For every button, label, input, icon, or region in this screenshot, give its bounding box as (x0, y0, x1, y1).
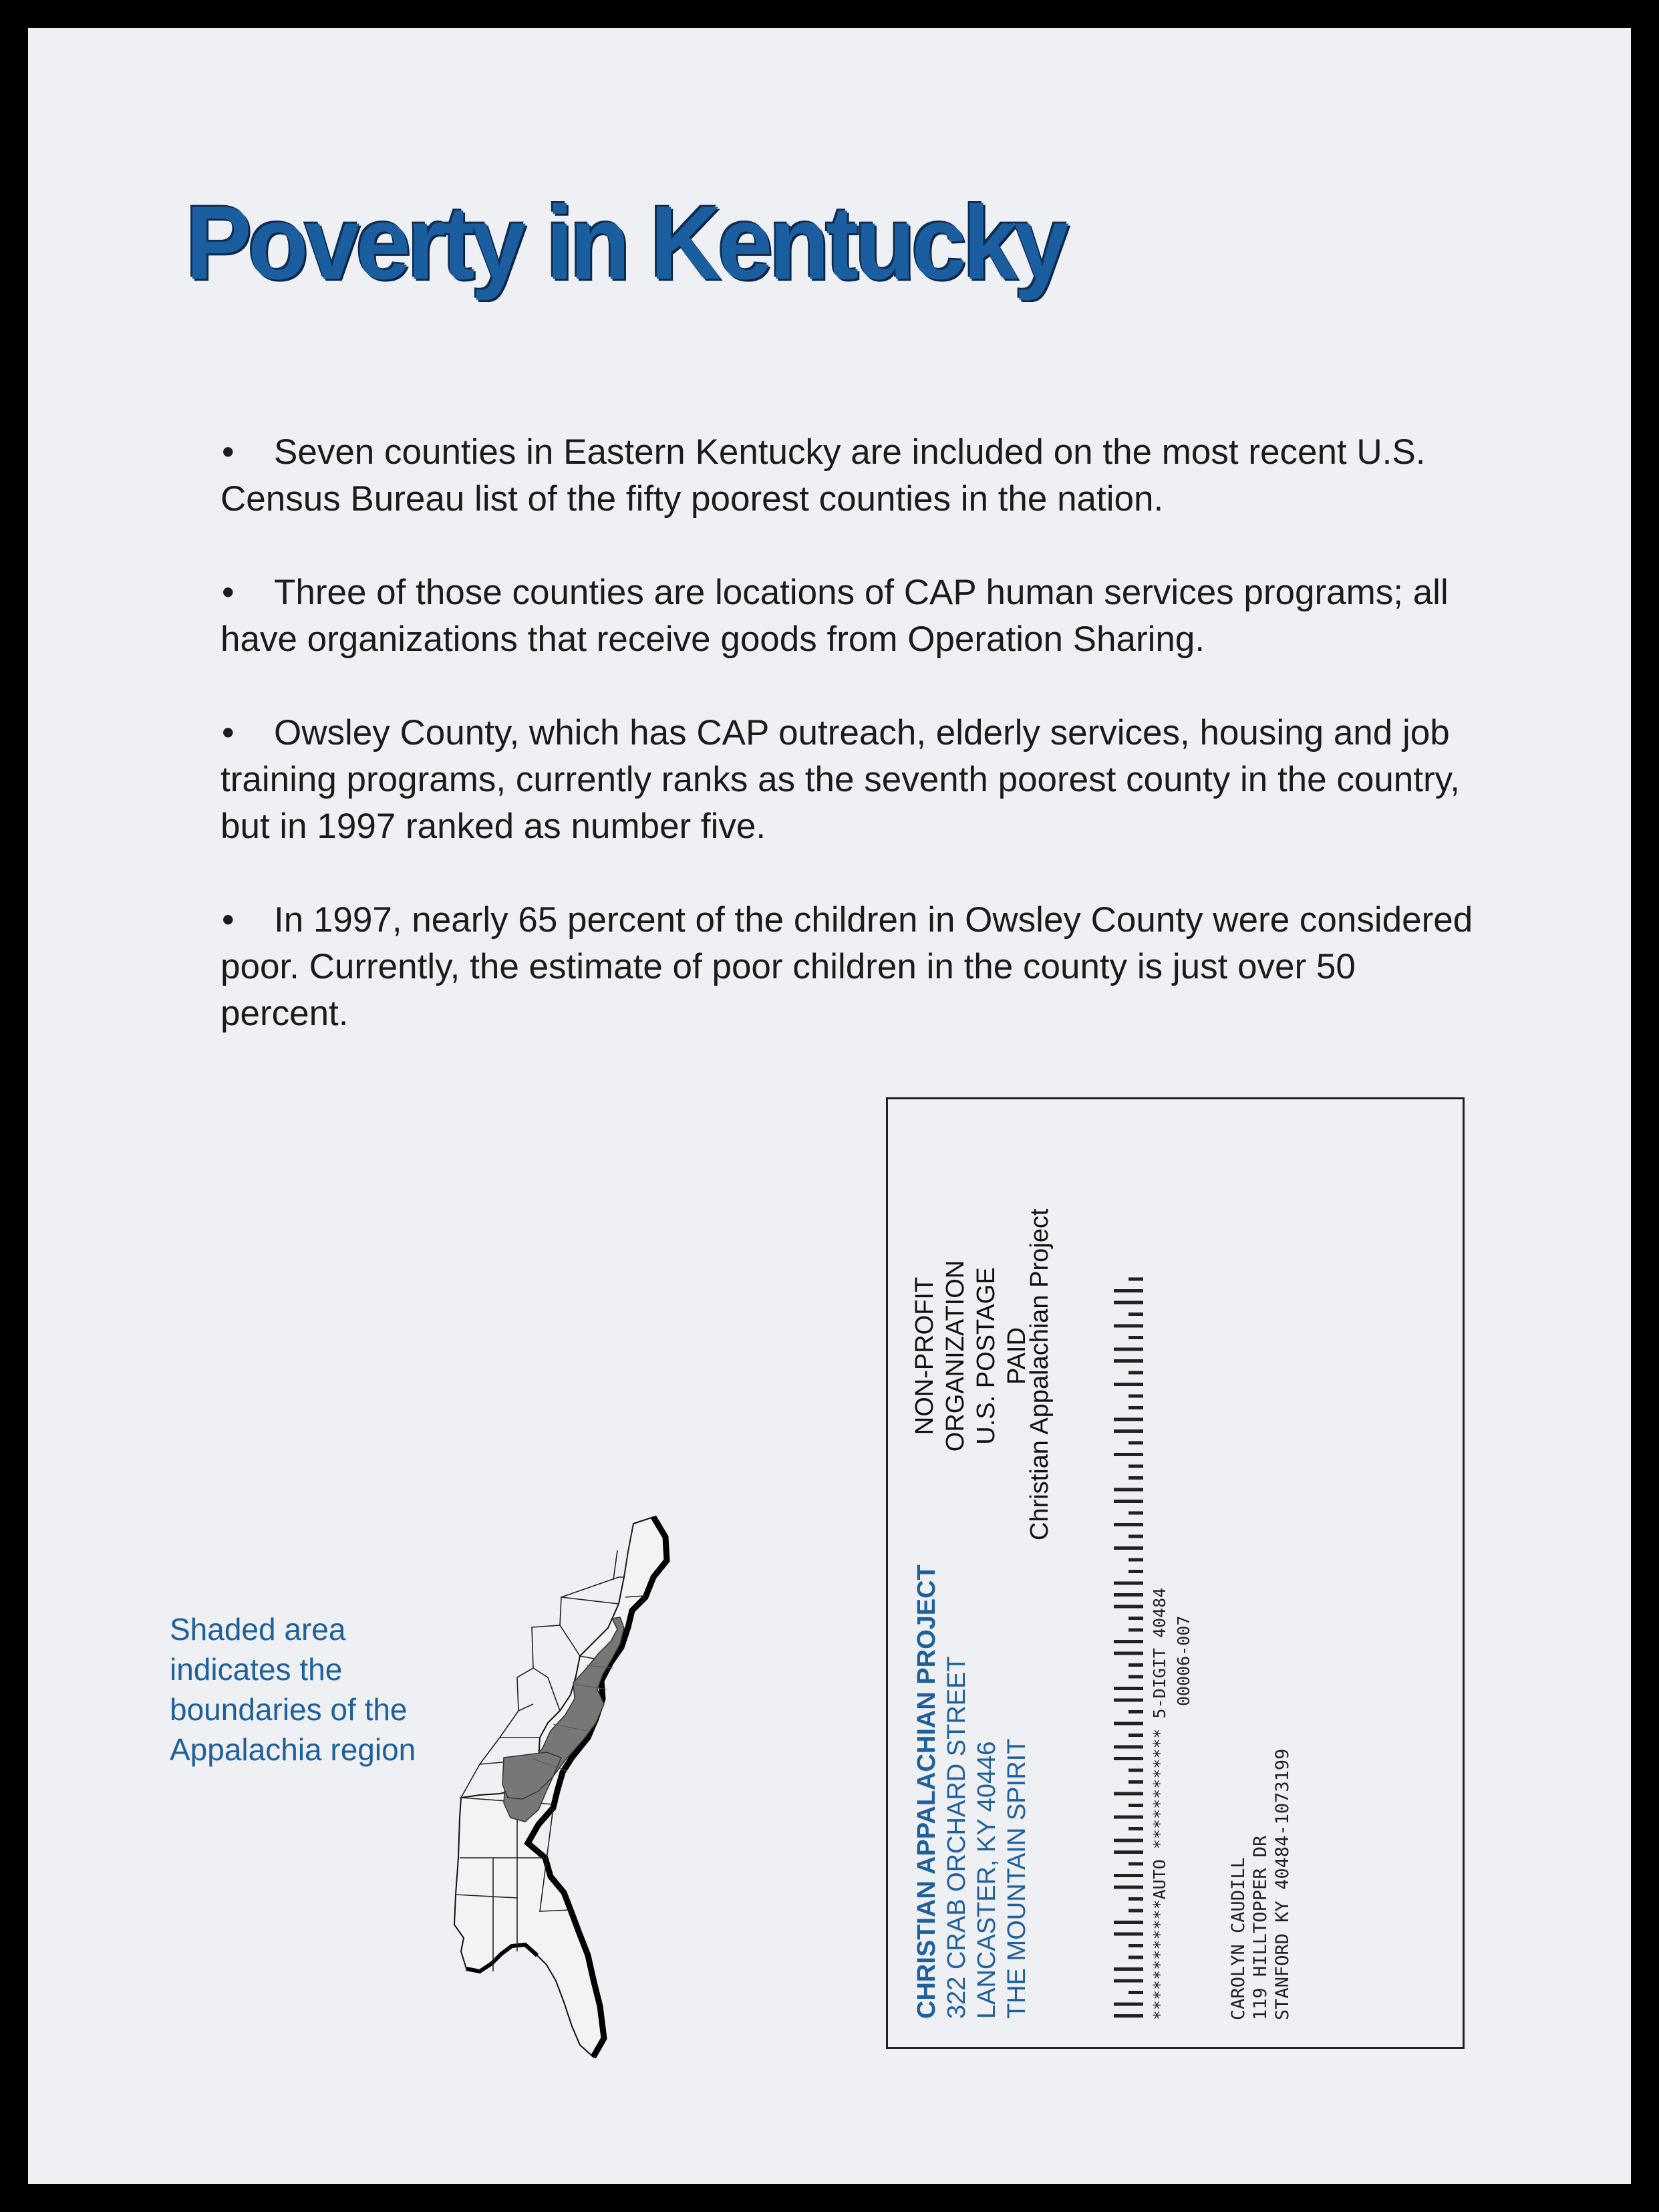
mailing-panel (886, 1097, 1465, 2049)
barcode-bar (1114, 1933, 1143, 1936)
permit-line-2: U.S. POSTAGE (972, 1267, 1000, 1445)
barcode-bar (1114, 1359, 1143, 1363)
barcode-bar (1128, 1476, 1143, 1480)
barcode-bar (1114, 1453, 1143, 1456)
mailing-panel-rotated (888, 1099, 1463, 2047)
barcode-bar (1114, 2014, 1143, 2018)
return-publication: THE MOUNTAIN SPIRIT (1003, 1738, 1031, 2019)
barcode-bar (1114, 1921, 1143, 1924)
return-city: LANCASTER, KY 40446 (973, 1741, 1001, 2019)
bullet-marker: • (222, 713, 235, 752)
permit-line-1: NON-PROFIT ORGANIZATION (911, 1260, 969, 1452)
barcode-bar (1114, 1418, 1143, 1421)
barcode-bar (1114, 2003, 1143, 2006)
barcode-bar (1114, 1699, 1143, 1702)
postage-permit (909, 1196, 1032, 1516)
sort-line: ************AUTO ************ 5-DIGIT 40484 (1150, 1587, 1169, 2020)
appalachia-map (453, 1510, 787, 2072)
bullet-item (220, 710, 1490, 850)
barcode-bar (1128, 1465, 1143, 1468)
barcode-bar (1128, 1629, 1143, 1632)
barcode-bar (1114, 1746, 1143, 1749)
bullet-marker: • (222, 573, 235, 612)
barcode-bar (1114, 1850, 1143, 1854)
barcode-bar (1114, 1383, 1143, 1386)
return-org: CHRISTIAN APPALACHIAN PROJECT (913, 1564, 941, 2019)
barcode-bar (1128, 1312, 1143, 1316)
barcode-bar (1114, 1886, 1143, 1889)
barcode-bar (1128, 1278, 1143, 1281)
barcode-bar (1128, 1395, 1143, 1398)
barcode-bar (1114, 1722, 1143, 1725)
barcode-bar (1128, 1675, 1143, 1679)
barcode-bar (1128, 1535, 1143, 1538)
bullet-text: Owsley County, which has CAP outreach, elderly services, housing and job training programs, currently ranks as the seventh poorest county in the country, but in 1997 ranked as number five. (220, 713, 1460, 846)
bullet-item (220, 429, 1490, 523)
barcode-bar (1128, 1570, 1143, 1573)
barcode-bar (1114, 1325, 1143, 1328)
barcode-bar (1128, 1804, 1143, 1807)
return-street: 322 CRAB ORCHARD STREET (943, 1656, 971, 2019)
recipient-name: CAROLYN CAUDILL (1228, 1857, 1249, 2020)
barcode-bar (1128, 1558, 1143, 1562)
barcode-bar (1114, 1816, 1143, 1819)
barcode-bar (1114, 1979, 1143, 1983)
barcode-bar (1114, 1640, 1143, 1643)
barcode-bar (1128, 1441, 1143, 1445)
barcode-bar (1128, 1769, 1143, 1772)
bullet-text: Seven counties in Eastern Kentucky are included on the most recent U.S. Census Bureau list of the fifty poorest counties in the nation. (220, 432, 1426, 519)
bullet-marker: • (222, 432, 235, 472)
barcode-bar (1128, 1780, 1143, 1784)
bullet-list (220, 429, 1490, 1084)
permit-organization: Christian Appalachian Project (1026, 1208, 1054, 1540)
barcode-bar (1114, 1546, 1143, 1550)
barcode-bar (1114, 1582, 1143, 1585)
barcode-bar (1128, 1944, 1143, 1947)
page (28, 28, 1631, 2184)
barcode-bar (1128, 1956, 1143, 1959)
barcode-bar (1128, 1862, 1143, 1866)
barcode-bar (1128, 1909, 1143, 1913)
barcode-bar (1114, 1523, 1143, 1526)
barcode-bar (1114, 1792, 1143, 1796)
barcode-bar (1114, 1839, 1143, 1842)
bullet-marker: • (222, 900, 235, 940)
recipient-street: 119 HILLTOPPER DR (1250, 1835, 1271, 2020)
permit-line-3: PAID (1003, 1327, 1031, 1385)
barcode-bar (1114, 1488, 1143, 1492)
barcode-bar (1114, 1289, 1143, 1292)
barcode-bar (1114, 1605, 1143, 1609)
sort-code: 00006-007 (1174, 1615, 1193, 1706)
page-title: Poverty in Kentucky (186, 185, 1066, 301)
barcode-bar (1128, 1336, 1143, 1339)
bullet-text: In 1997, nearly 65 percent of the children in Owsley County were considered poor. Currently, the estimate of poor children in the county is just over 50 percent. (220, 900, 1473, 1033)
barcode-bar (1114, 1757, 1143, 1760)
barcode-bar (1114, 1967, 1143, 1971)
barcode-bar (1128, 1617, 1143, 1620)
recipient-city: STANFORD KY 40484-1073199 (1272, 1748, 1293, 2020)
recipient-address (1227, 1749, 1294, 2020)
barcode-bar (1128, 1710, 1143, 1713)
bullet-text: Three of those counties are locations of CAP human services programs; all have organizations that receive goods from Operation Sharing. (220, 573, 1449, 659)
bullet-item (220, 897, 1490, 1037)
postal-barcode (1114, 1272, 1143, 2020)
barcode-bar (1128, 1734, 1143, 1737)
return-address (912, 1564, 1032, 2019)
barcode-bar (1114, 1874, 1143, 1877)
barcode-bar (1114, 1687, 1143, 1690)
map-caption: Shaded area indicates the boundaries of the Appalachia region (170, 1612, 416, 1767)
barcode-bar (1114, 1348, 1143, 1351)
barcode-bar (1128, 1512, 1143, 1515)
barcode-bar (1128, 1663, 1143, 1667)
barcode-bar (1128, 1371, 1143, 1375)
barcode-bar (1114, 1593, 1143, 1597)
barcode-bar (1128, 1991, 1143, 1994)
bullet-item (220, 569, 1490, 663)
barcode-bar (1128, 1827, 1143, 1830)
barcode-bar (1114, 1652, 1143, 1655)
barcode-bar (1114, 1429, 1143, 1433)
barcode-bar (1128, 1897, 1143, 1901)
barcode-bar (1128, 1406, 1143, 1409)
barcode-bar (1114, 1500, 1143, 1503)
barcode-bar (1114, 1301, 1143, 1304)
